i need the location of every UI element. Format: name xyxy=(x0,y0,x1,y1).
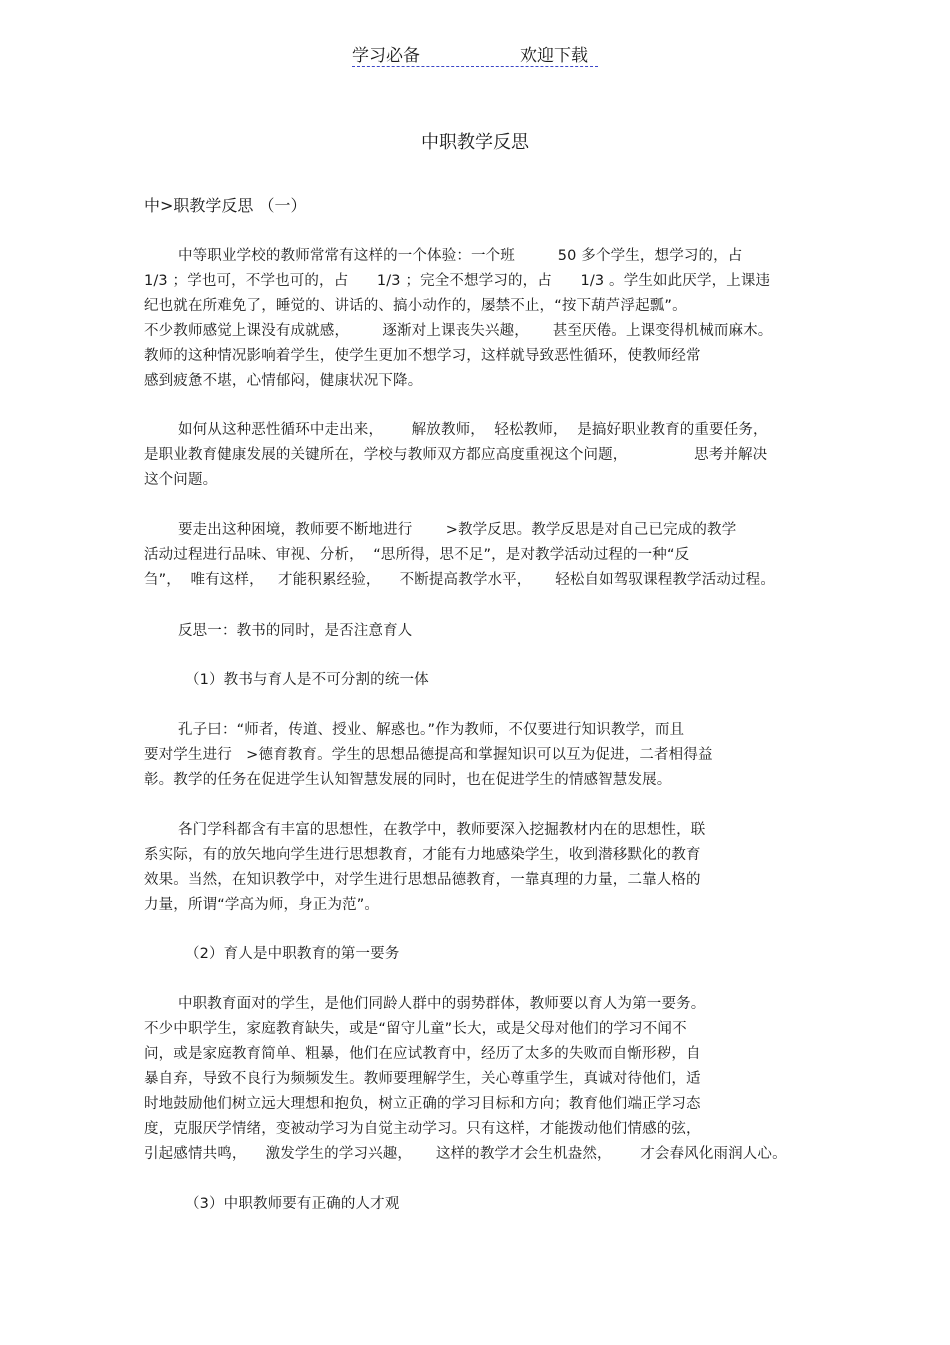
subsection-heading: （3）中职教师要有正确的人才观 xyxy=(185,1196,400,1212)
text-line: 各门学科都含有丰富的思想性，在教学中，教师要深入挖掘教材内在的思想性，联 xyxy=(178,822,706,838)
text-line: 时地鼓励他们树立远大理想和抱负，树立正确的学习目标和方向；教育他们端正学习态 xyxy=(144,1096,701,1112)
text-line: 暴自弃，导致不良行为频频发生。教师要理解学生，关心尊重学生，真诚对待他们，适 xyxy=(144,1071,701,1087)
text-line: 活动过程进行品味、审视、分析， “思所得，思不足”，是对教学活动过程的一种“反 xyxy=(144,547,690,563)
text-line: 中等职业学校的教师常常有这样的一个体验：一个班 50 多个学生，想学习的，占 xyxy=(178,248,743,264)
text-line: 力量，所谓“学高为师，身正为范”。 xyxy=(144,897,380,913)
text-line: 感到疲惫不堪，心情郁闷，健康状况下降。 xyxy=(144,373,423,389)
text-line: 问，或是家庭教育简单、粗暴，他们在应试教育中，经历了太多的失败而自惭形秽，自 xyxy=(144,1046,701,1062)
document-title: 中职教学反思 xyxy=(421,132,529,153)
text-line: 是职业教育健康发展的关键所在，学校与教师双方都应高度重视这个问题， 思考并解决 xyxy=(144,447,768,463)
text-line: 度，克服厌学情绪，变被动学习为自觉主动学习。只有这样，才能拨动他们情感的弦， xyxy=(144,1121,701,1137)
text-line: 效果。当然，在知识教学中，对学生进行思想品德教育，一靠真理的力量，二靠人格的 xyxy=(144,872,701,888)
text-line: 这个问题。 xyxy=(144,472,218,488)
text-line: 彰。教学的任务在促进学生认知智慧发展的同时，也在促进学生的情感智慧发展。 xyxy=(144,772,672,788)
page-header xyxy=(352,40,598,67)
text-line: 不少教师感觉上课没有成就感， 逐渐对上课丧失兴趣， 甚至厌倦。上课变得机械而麻木。 xyxy=(144,323,773,339)
section-heading: 中>职教学反思 （一） xyxy=(144,196,307,215)
text-line: 教师的这种情况影响着学生，使学生更加不想学习，这样就导致恶性循环，使教师经常 xyxy=(144,348,701,364)
text-line: 不少中职学生，家庭教育缺失，或是“留守儿童”长大，或是父母对他们的学习不闻不 xyxy=(144,1021,687,1037)
text-line: 纪也就在所难免了，睡觉的、讲话的、搞小动作的，屡禁不止，“按下葫芦浮起瓢”。 xyxy=(144,298,687,314)
subsection-heading: （2）育人是中职教育的第一要务 xyxy=(185,946,400,962)
text-line: 1/3 ；学也可，不学也可的，占 1/3 ；完全不想学习的，占 1/3 。学生如此厌学，上课违 xyxy=(144,273,771,289)
text-line: 要对学生进行 >德育教育。学生的思想品德提高和掌握知识可以互为促进，二者相得益 xyxy=(144,747,713,763)
text-line: 系实际，有的放矢地向学生进行思想教育，才能有力地感染学生，收到潜移默化的教育 xyxy=(144,847,701,863)
subsection-heading: （1）教书与育人是不可分割的统一体 xyxy=(185,672,429,688)
text-line: 中职教育面对的学生，是他们同龄人群中的弱势群体，教师要以育人为第一要务。 xyxy=(178,996,706,1012)
text-line: 刍”， 唯有这样， 才能积累经验， 不断提高教学水平， 轻松自如驾驭课程教学活动过程。 xyxy=(144,572,775,588)
text-line: 引起感情共鸣， 激发学生的学习兴趣， 这样的教学才会生机盎然， 才会春风化雨润人心。 xyxy=(144,1146,787,1162)
text-line: 孔子曰：“师者，传道、授业、解惑也。”作为教师，不仅要进行知识教学，而且 xyxy=(178,722,685,738)
text-line: 要走出这种困境，教师要不断地进行 >教学反思。教学反思是对自己已完成的教学 xyxy=(178,522,737,538)
text-line: 如何从这种恶性循环中走出来， 解放教师， 轻松教师， 是搞好职业教育的重要任务， xyxy=(178,422,768,438)
header-right-text: 欢迎下载 xyxy=(520,46,588,66)
header-left-text: 学习必备 xyxy=(352,46,420,66)
section-heading-text: 反思一：教书的同时，是否注意育人 xyxy=(178,623,413,639)
